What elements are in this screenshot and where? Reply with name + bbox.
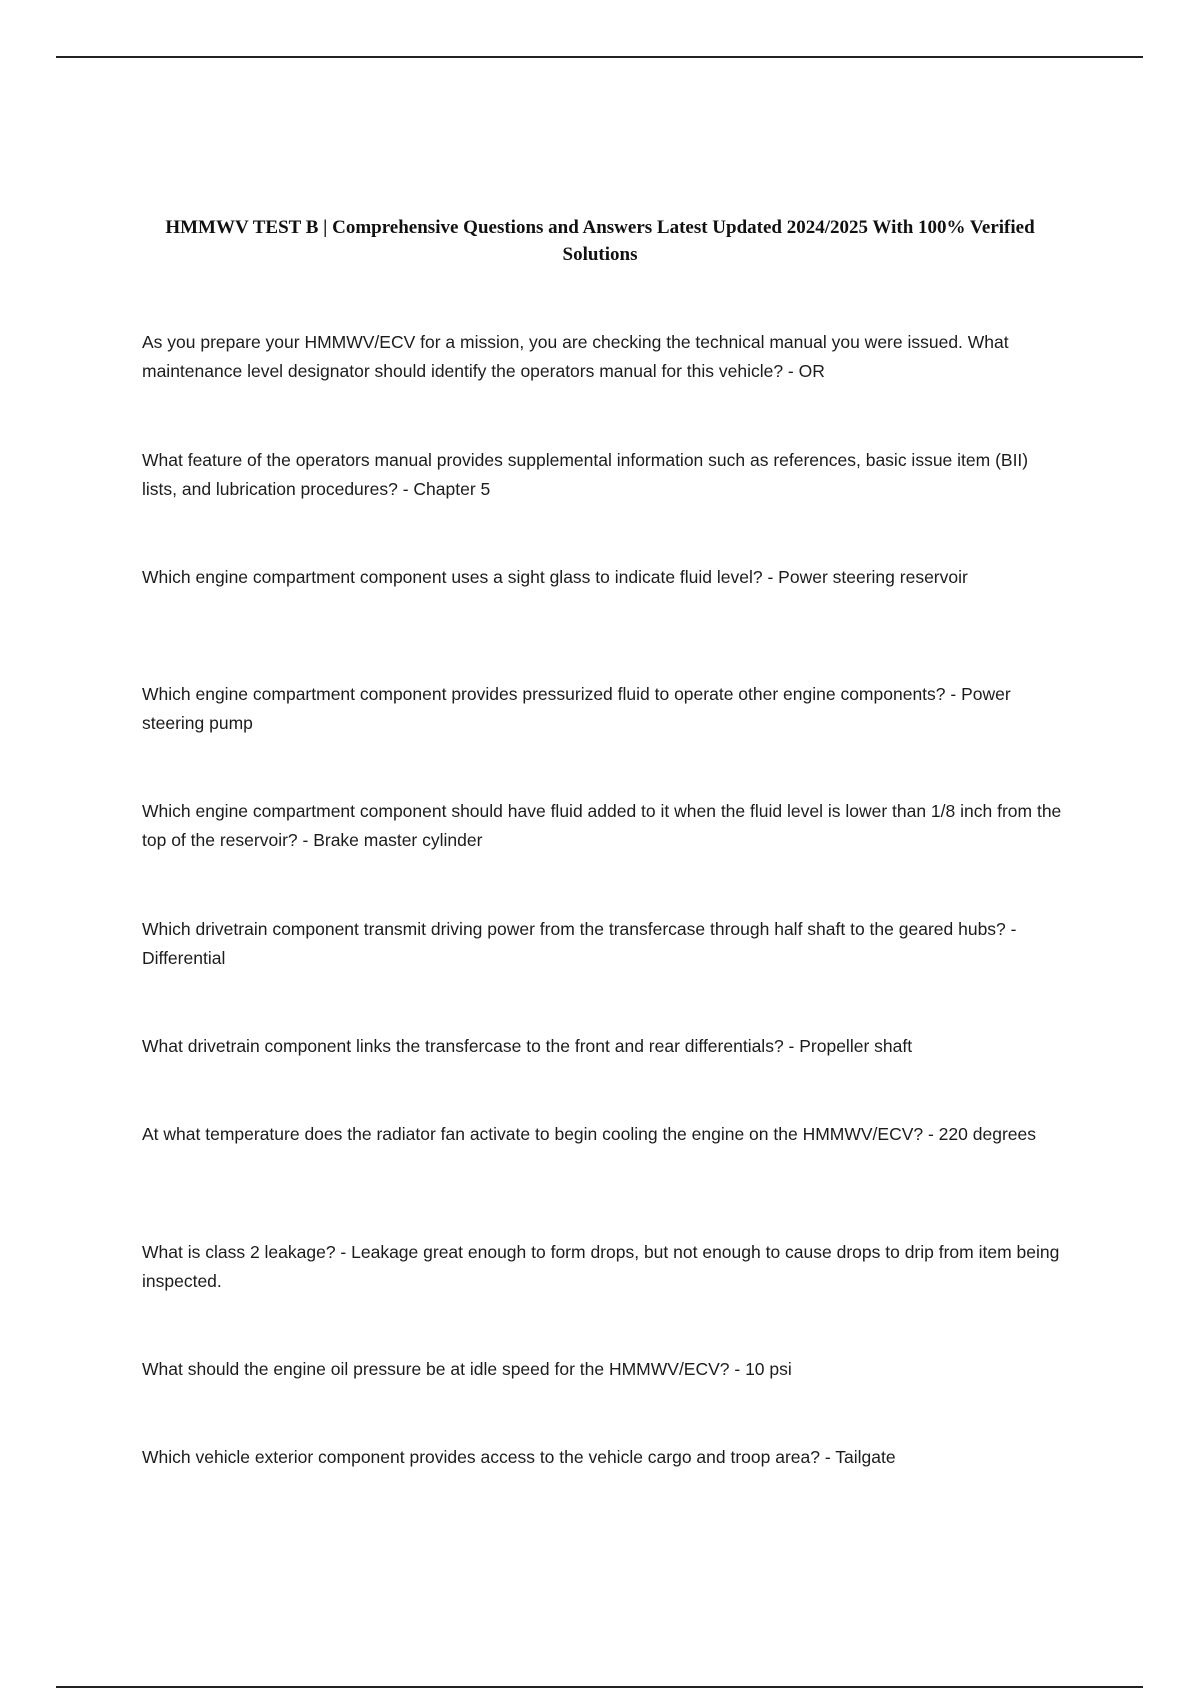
qa-item: Which engine compartment component provides pressurized fluid to operate other engine components? - Power steering pump [142,684,1011,733]
qa-item: What drivetrain component links the transfercase to the front and rear differentials? - Propeller shaft [142,1036,913,1056]
qa-item: What is class 2 leakage? - Leakage great enough to form drops, but not enough to cause drops to drip from item being inspected. [142,1242,1060,1291]
qa-item: Which vehicle exterior component provides access to the vehicle cargo and troop area? - Tailgate [142,1447,896,1467]
qa-item: At what temperature does the radiator fan activate to begin cooling the engine on the HMMWV/ECV? - 220 degrees [142,1124,1036,1144]
qa-item: Which engine compartment component uses a sight glass to indicate fluid level? - Power steering reservoir [142,567,968,587]
qa-item: As you prepare your HMMWV/ECV for a mission, you are checking the technical manual you were issued. What maintenance level designator should identify the operators manual for this vehicle? - OR [142,332,1009,381]
bottom-rule [56,1686,1143,1688]
document-title: HMMWV TEST B | Comprehensive Questions and Answers Latest Updated 2024/2025 With 100% Verified Solutions [165,217,1035,265]
qa-item: What should the engine oil pressure be at idle speed for the HMMWV/ECV? - 10 psi [142,1359,792,1379]
qa-item: Which engine compartment component should have fluid added to it when the fluid level is lower than 1/8 inch from the top of the reservoir? - Brake master cylinder [142,801,1062,850]
qa-item: Which drivetrain component transmit driving power from the transfercase through half shaft to the geared hubs? - Differential [142,919,1017,968]
qa-item: What feature of the operators manual provides supplemental information such as references, basic issue item (BII) lists, and lubrication procedures? - Chapter 5 [142,450,1029,499]
top-rule [56,56,1143,58]
